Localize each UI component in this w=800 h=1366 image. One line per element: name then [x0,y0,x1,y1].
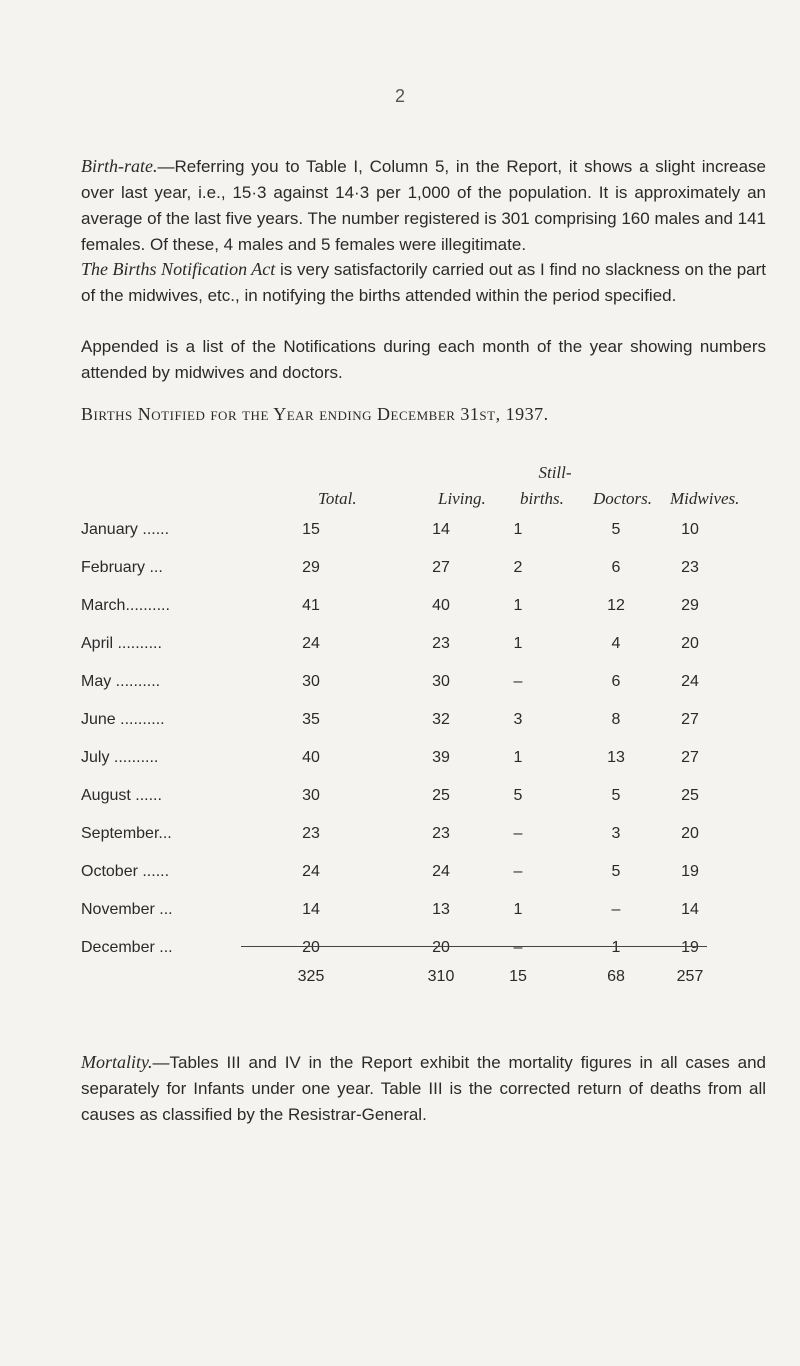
still-cell: 1 [513,521,523,538]
table-title: Births Notified for the Year ending December 31st, 1937. [81,404,549,424]
total-midwives-cell: 257 [676,968,704,985]
doctors-cell: 5 [611,787,621,804]
doctors-cell: 6 [611,673,621,690]
births-act-paragraph [81,256,766,309]
birth-rate-paragraph [81,153,766,258]
total-cell: 15 [302,521,320,538]
total-cell: 20 [302,939,320,956]
living-cell: 23 [432,635,450,652]
midwives-cell: 24 [681,673,699,690]
doctors-cell: 12 [607,597,625,614]
midwives-cell: 19 [681,863,699,880]
midwives-cell: 29 [681,597,699,614]
month-cell: May .......... [81,673,161,690]
month-cell: September... [81,825,172,842]
total-cell: 41 [302,597,320,614]
header-living: Living. [438,489,486,508]
total-cell: 23 [302,825,320,842]
midwives-cell: 20 [681,825,699,842]
total-rule [241,946,707,947]
living-cell: 14 [432,521,450,538]
header-still-births-line1: Still- [538,463,572,482]
total-cell: 35 [302,711,320,728]
still-cell: 1 [513,901,523,918]
doctors-cell: 13 [607,749,625,766]
total-cell: 40 [302,749,320,766]
header-doctors: Doctors. [593,489,653,508]
midwives-cell: 20 [681,635,699,652]
month-cell: January ...... [81,521,170,538]
birth-rate-text: —Referring you to Table I, Column 5, in the Report, it shows a slight increase over last year, i.e., 15·3 against 14·3 per 1,000 of the population. It is approximately an average of the last five years. The number registered is 301 comprising 160 males and 141 females. Of these, 4 males and 5 females were illegitimate. [81,157,766,254]
total-cell: 30 [302,673,320,690]
header-midwives: Midwives. [670,489,740,508]
midwives-cell: 27 [681,749,699,766]
month-cell: October ...... [81,863,170,880]
still-cell: – [513,863,523,880]
total-cell: 24 [302,863,320,880]
total-living-cell: 310 [427,968,455,985]
births-act-text: is very satisfactorily carried out as I find no slackness on the part of the midwives, etc., in notifying the births attended within the period specified. [81,260,766,305]
midwives-cell: 25 [681,787,699,804]
mortality-paragraph [81,1049,766,1128]
total-cell: 24 [302,635,320,652]
month-cell: December ... [81,939,173,956]
page-number: 2 [394,86,405,106]
appended-text: Appended is a list of the Notifications during each month of the year showing numbers attended by midwives and doctors. [81,337,766,382]
still-cell: 1 [513,635,523,652]
total-total-cell: 325 [297,968,325,985]
still-cell: 1 [513,597,523,614]
living-cell: 30 [432,673,450,690]
header-total: Total. [318,489,357,508]
header-still-births-line2: births. [520,489,564,508]
still-cell: 3 [513,711,523,728]
still-cell: – [513,825,523,842]
midwives-cell: 19 [681,939,699,956]
month-cell: February ... [81,559,163,576]
living-cell: 40 [432,597,450,614]
month-cell: March.......... [81,597,170,614]
doctors-cell: 4 [611,635,621,652]
still-cell: 2 [513,559,523,576]
living-cell: 13 [432,901,450,918]
doctors-cell: 3 [611,825,621,842]
total-doctors-cell: 68 [607,968,625,985]
living-cell: 23 [432,825,450,842]
still-cell: – [513,673,523,690]
midwives-cell: 27 [681,711,699,728]
still-cell: – [513,939,523,956]
births-act-heading: The Births Notification Act [81,259,276,279]
still-cell: 5 [513,787,523,804]
doctors-cell: 8 [611,711,621,728]
living-cell: 32 [432,711,450,728]
appended-paragraph [81,334,766,386]
still-cell: 1 [513,749,523,766]
month-cell: July .......... [81,749,159,766]
month-cell: April .......... [81,635,162,652]
birth-rate-heading: Birth-rate. [81,156,158,176]
doctors-cell: 6 [611,559,621,576]
living-cell: 25 [432,787,450,804]
midwives-cell: 23 [681,559,699,576]
doctors-cell: – [611,901,621,918]
total-cell: 30 [302,787,320,804]
midwives-cell: 10 [681,521,699,538]
living-cell: 27 [432,559,450,576]
doctors-cell: 5 [611,521,621,538]
mortality-heading: Mortality. [81,1052,153,1072]
mortality-text: —Tables III and IV in the Report exhibit the mortality figures in all cases and separately for Infants under one year. Table III is the corrected return of deaths from all causes as classified by the Resistrar-General. [81,1053,766,1124]
living-cell: 24 [432,863,450,880]
month-cell: November ... [81,901,173,918]
midwives-cell: 14 [681,901,699,918]
doctors-cell: 1 [611,939,621,956]
total-still-cell: 15 [509,968,527,985]
living-cell: 20 [432,939,450,956]
total-cell: 14 [302,901,320,918]
doctors-cell: 5 [611,863,621,880]
living-cell: 39 [432,749,450,766]
total-cell: 29 [302,559,320,576]
month-cell: June .......... [81,711,165,728]
month-cell: August ...... [81,787,162,804]
